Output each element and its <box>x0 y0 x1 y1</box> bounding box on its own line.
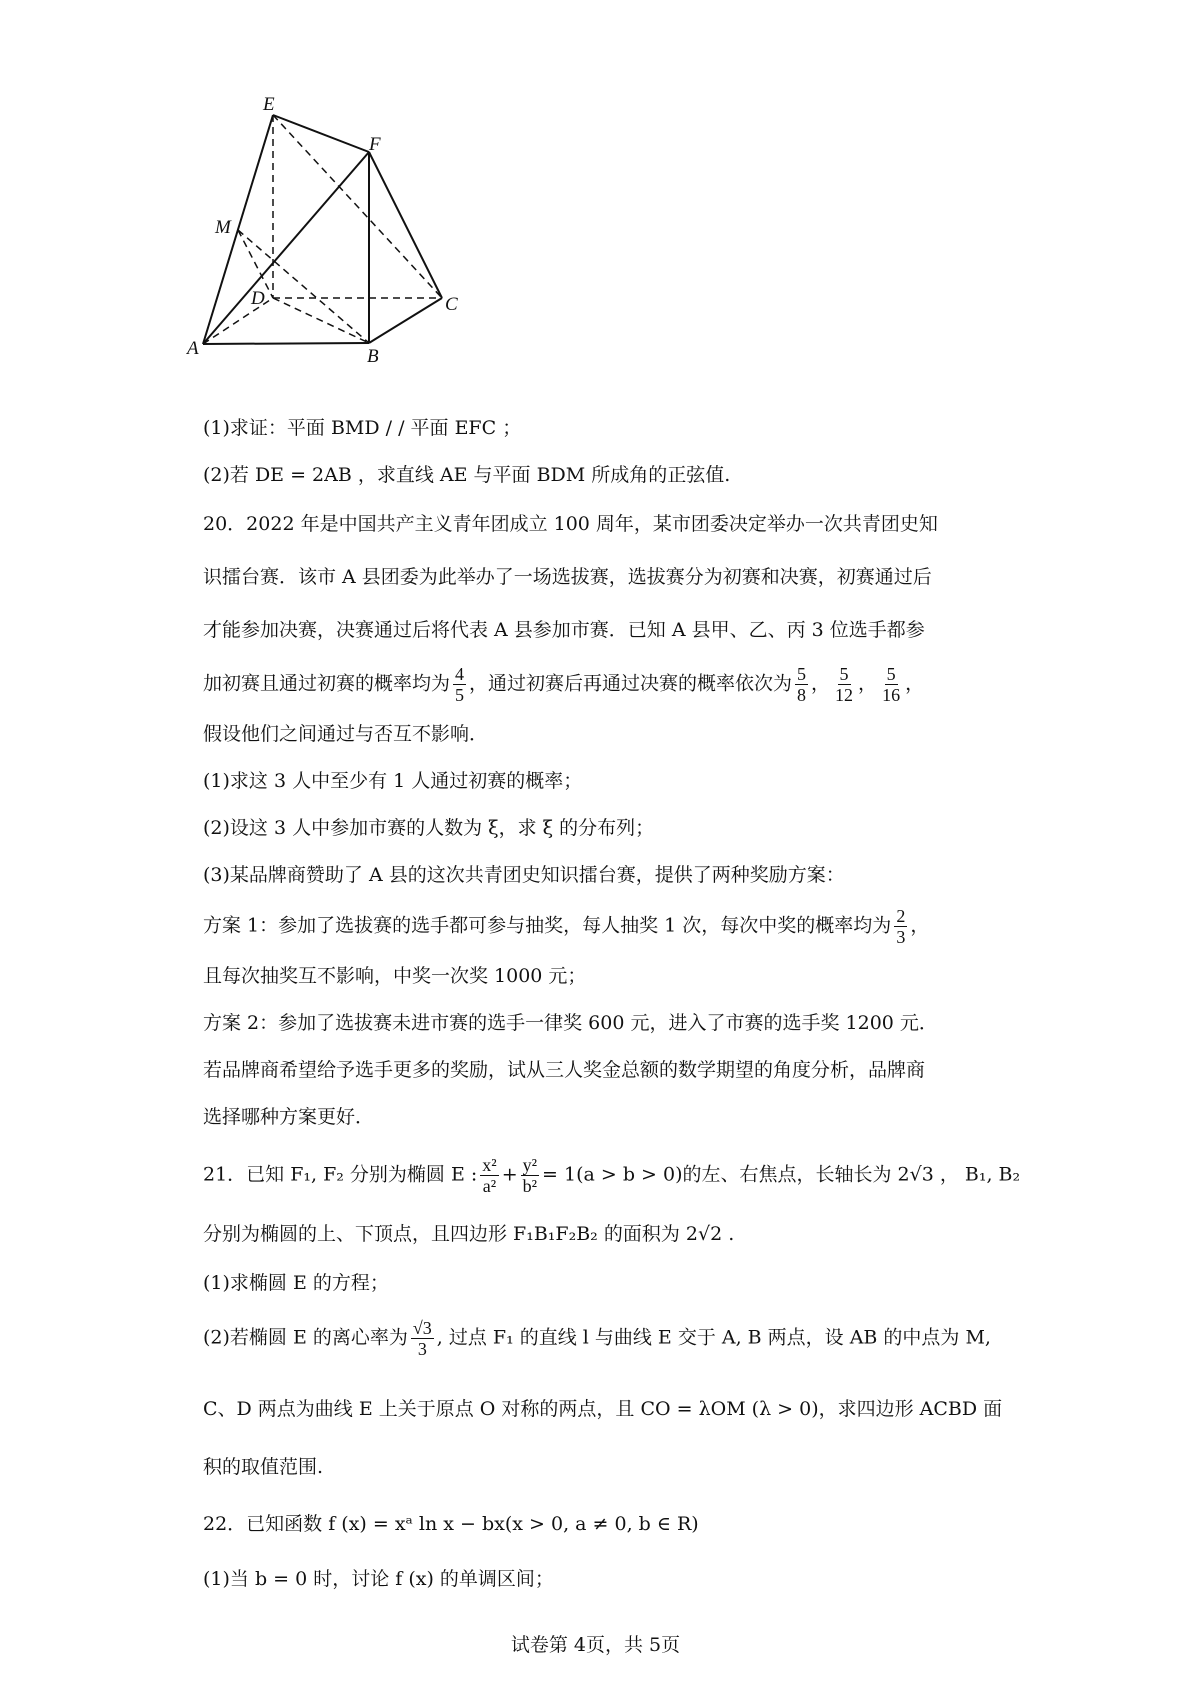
q20-plan1: 方案 1：参加了选拔赛的选手都可参与抽奖，每人抽奖 1 次，每次中奖的概率均为 $\frac{2}{3}$ ， <box>203 906 930 947</box>
edge-EC <box>273 115 442 298</box>
q19-part2: (2)若 DE = 2AB ，求直线 AE 与平面 BDM 所成角的正弦值. <box>203 464 731 486</box>
q21-part2 <box>203 1318 1003 1359</box>
label-C: C <box>445 294 458 315</box>
q20-ask2: 选择哪种方案更好． <box>203 1106 375 1128</box>
page-footer: 试卷第 4页，共 5页 <box>510 1634 681 1656</box>
q21-part2-c: C、D 两点为曲线 E 上关于原点 O 对称的两点，且 CO = λOM (λ > 0)，求四边形 ACBD 面 <box>203 1398 1003 1420</box>
label-F: F <box>369 134 381 155</box>
q20-line5: 假设他们之间通过与否互不影响． <box>203 723 489 745</box>
q20-part1: (1)求这 3 人中至少有 1 人通过初赛的概率； <box>203 770 583 792</box>
q22-line1: 22．已知函数 f (x) = xᵃ ln x − bx(x > 0, a ≠ 0, b ∈ R) <box>203 1513 699 1535</box>
fraction-5-12: $\frac{5}{12}$ <box>835 664 854 705</box>
edge-AF <box>203 152 369 344</box>
edge-BC <box>369 298 442 343</box>
edge-MB <box>238 230 369 343</box>
fraction-2-3: $\frac{2}{3}$ <box>896 906 906 947</box>
edge-FC <box>369 152 442 298</box>
q20-plan1-b: 且每次抽奖互不影响，中奖一次奖 1000 元； <box>203 965 587 987</box>
q21-line2: 分别为椭圆的上、下顶点，且四边形 F₁B₁F₂B₂ 的面积为 2√2 . <box>203 1223 735 1245</box>
q21-part2-b: , 过点 F₁ 的直线 l 与曲线 E 交于 A, B 两点，设 AB 的中点为 M, <box>436 1326 991 1349</box>
edge-DB <box>273 298 369 343</box>
polyhedron-diagram <box>185 90 515 400</box>
q22-part1: (1)当 b = 0 时，讨论 f (x) 的单调区间； <box>203 1568 554 1590</box>
q20-line4-a: 加初赛且通过初赛的概率均为 <box>203 672 451 695</box>
label-E: E <box>263 94 275 115</box>
fraction-5-16: $\frac{5}{16}$ <box>882 664 901 705</box>
label-B: B <box>367 346 379 367</box>
fraction-5-8: $\frac{5}{8}$ <box>797 664 807 705</box>
q20-line4: 加初赛且通过初赛的概率均为 $\frac{4}{5}$ ，通过初赛后再通过决赛的概率依次为 $\frac{5}{8}$ ， $\frac{5}{12}$ ， $\frac{5}{16}$ ， <box>203 664 925 705</box>
q20-part2: (2)设这 3 人中参加市赛的人数为 ξ，求 ξ 的分布列； <box>203 817 655 839</box>
q20-line1: 20．2022 年是中国共产主义青年团成立 100 周年，某市团委决定举办一次共青团史知 <box>203 513 938 535</box>
q20-line2: 识擂台赛．该市 A 县团委为此举办了一场选拔赛，选拔赛分为初赛和决赛，初赛通过后 <box>203 566 932 588</box>
label-D: D <box>251 288 265 309</box>
label-A: A <box>187 338 199 359</box>
q21-line1: 21．已知 F₁, F₂ 分别为椭圆 E : $\frac{\text{x²}}{\text{a²}}$ + $\frac{\text{y²}}{\text{b²}}$ = 1(a > b > 0)的左、右焦点，长轴长为 2√3 ， B₁, B₂ <box>203 1155 1021 1196</box>
q21-part2-a: (2)若椭圆 E 的离心率为 <box>203 1326 408 1349</box>
q20-line3: 才能参加决赛，决赛通过后将代表 A 县参加市赛．已知 A 县甲、乙、丙 3 位选手都参 <box>203 619 925 641</box>
q20-plan1-a: 方案 1：参加了选拔赛的选手都可参与抽奖，每人抽奖 1 次，每次中奖的概率均为 <box>203 914 892 937</box>
q20-line4-b: ，通过初赛后再通过决赛的概率依次为 <box>469 672 793 695</box>
q21-part1: (1)求椭圆 E 的方程； <box>203 1272 389 1294</box>
fraction-sqrt3-3: $\frac{√3}{3}$ <box>412 1318 432 1359</box>
geometry-figure <box>185 90 515 400</box>
edge-EF <box>273 115 369 152</box>
q21-line1-a: 21．已知 F₁, F₂ 分别为椭圆 E : <box>203 1163 478 1186</box>
edge-AE <box>203 115 273 344</box>
label-M: M <box>215 217 231 238</box>
edge-AB <box>203 343 369 344</box>
q20-part3: (3)某品牌商赞助了 A 县的这次共青团史知识擂台赛，提供了两种奖励方案： <box>203 864 845 886</box>
fraction-4-5: $\frac{4}{5}$ <box>455 664 465 705</box>
fraction-y2-b2: $\frac{\text{y²}}{\text{b²}}$ <box>522 1155 538 1196</box>
fraction-x2-a2: $\frac{\text{x²}}{\text{a²}}$ <box>482 1155 497 1196</box>
q21-line1-b: = 1(a > b > 0)的左、右焦点，长轴长为 2√3 ， B₁, B₂ <box>542 1163 1021 1186</box>
q19-part1: (1)求证：平面 BMD / / 平面 EFC ； <box>203 417 522 439</box>
q21-part2-d: 积的取值范围. <box>203 1456 324 1478</box>
q20-ask1: 若品牌商希望给予选手更多的奖励，试从三人奖金总额的数学期望的角度分析，品牌商 <box>203 1059 926 1081</box>
q20-plan2: 方案 2：参加了选拔赛未进市赛的选手一律奖 600 元，进入了市赛的选手奖 1200 元． <box>203 1012 938 1034</box>
